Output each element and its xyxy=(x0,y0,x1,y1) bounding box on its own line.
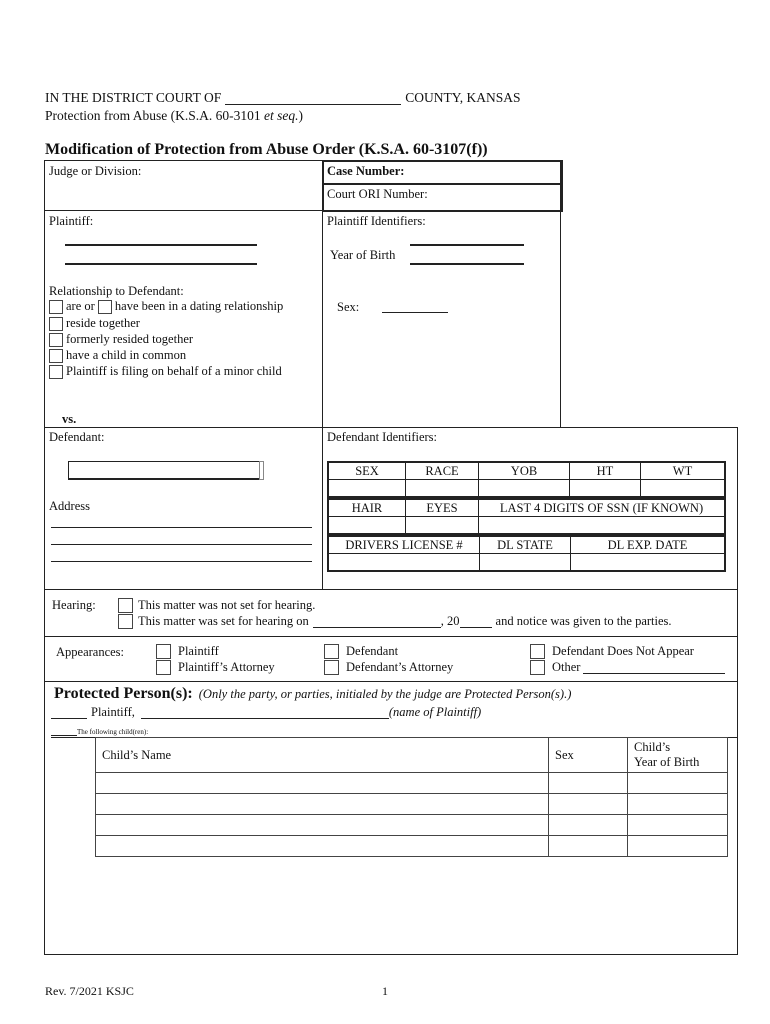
protected-heading-row xyxy=(54,685,571,703)
app-other-field[interactable] xyxy=(583,661,725,674)
hearing-opt1: This matter was not set for hearing. xyxy=(138,598,316,612)
address-line-3[interactable] xyxy=(51,561,312,562)
rel-reside-checkbox[interactable] xyxy=(49,317,63,331)
rel-reside: reside together xyxy=(66,316,140,330)
app-defendant-row xyxy=(324,644,398,659)
app-not-appear: Defendant Does Not Appear xyxy=(552,644,694,658)
judge-label: Judge or Division: xyxy=(49,164,142,178)
hearing-set-checkbox[interactable] xyxy=(118,614,133,629)
defendant-name-field[interactable] xyxy=(68,461,260,480)
year-of-birth-label: Year of Birth xyxy=(330,248,396,262)
hearing-label: Hearing: xyxy=(52,598,96,612)
hearing-opt2-suffix: and notice was given to the parties. xyxy=(495,614,672,628)
year-of-birth-field[interactable] xyxy=(410,263,524,265)
id-cell-ht[interactable] xyxy=(570,480,641,498)
id-cell-dl[interactable] xyxy=(328,554,480,572)
rel-minor-checkbox[interactable] xyxy=(49,365,63,379)
children-label: The following child(ren): xyxy=(77,728,149,736)
hearing-box xyxy=(44,589,738,637)
name-of-plaintiff: (name of Plaintiff) xyxy=(388,705,482,719)
app-defendant-attorney-row xyxy=(324,660,453,675)
child-yob-cell[interactable] xyxy=(628,836,728,857)
plaintiff-identifiers-label: Plaintiff Identifiers: xyxy=(327,214,426,228)
divider xyxy=(44,210,323,211)
rel-row-formerly xyxy=(49,332,193,347)
id-cell-eyes[interactable] xyxy=(406,517,479,535)
id-cell-hair[interactable] xyxy=(328,517,406,535)
plaintiff-name-line-2[interactable] xyxy=(65,263,257,265)
protected-plaintiff: Plaintiff, xyxy=(91,705,135,719)
defendant-identifiers-label: Defendant Identifiers: xyxy=(327,430,438,444)
app-defendant-attorney: Defendant’s Attorney xyxy=(346,660,454,674)
app-plaintiff-attorney-checkbox[interactable] xyxy=(156,660,171,675)
child-name-cell[interactable] xyxy=(96,773,549,794)
hearing-opt1-row xyxy=(118,598,315,613)
id-header-dl-state: DL STATE xyxy=(480,536,571,554)
subtitle xyxy=(45,108,303,124)
rel-are-or: are or xyxy=(66,299,95,313)
hearing-date-field[interactable] xyxy=(313,615,441,628)
sex-label: Sex: xyxy=(337,300,360,314)
plaintiff-name-field[interactable] xyxy=(141,706,389,719)
app-not-appear-row xyxy=(530,644,694,659)
rel-row-child xyxy=(49,348,186,363)
page-title: Modification of Protection from Abuse Order (K.S.A. 60-3107(f)) xyxy=(45,141,488,158)
address-line-2[interactable] xyxy=(51,544,312,545)
col-child-yob xyxy=(628,738,728,773)
vs-label: vs. xyxy=(62,412,77,426)
address-label: Address xyxy=(49,499,90,513)
child-sex-cell[interactable] xyxy=(549,794,628,815)
id-header-dl: DRIVERS LICENSE # xyxy=(328,536,480,554)
defendant-label: Defendant: xyxy=(49,430,105,444)
defendant-id-table-1 xyxy=(327,461,726,498)
app-plaintiff: Plaintiff xyxy=(178,644,219,658)
id-cell-wt[interactable] xyxy=(641,480,726,498)
rel-dating: have been in a dating relationship xyxy=(114,299,284,313)
table-row[interactable] xyxy=(96,794,728,815)
child-sex-cell[interactable] xyxy=(549,773,628,794)
app-not-appear-checkbox[interactable] xyxy=(530,644,545,659)
id-header-wt: WT xyxy=(641,462,726,480)
protected-heading: Protected Person(s): xyxy=(54,685,193,702)
id-cell-ssn[interactable] xyxy=(479,517,726,535)
app-plaintiff-attorney: Plaintiff’s Attorney xyxy=(178,660,275,674)
id-cell-dl-exp[interactable] xyxy=(571,554,726,572)
child-yob-cell[interactable] xyxy=(628,773,728,794)
subtitle-prefix: Protection from Abuse (K.S.A. 60-3101 xyxy=(45,108,261,123)
hearing-year-field[interactable] xyxy=(460,615,492,628)
id-cell-dl-state[interactable] xyxy=(480,554,571,572)
protected-note: (Only the party, or parties, initialed by the judge are Protected Person(s).) xyxy=(198,686,572,701)
court-suffix: COUNTY, KANSAS xyxy=(405,90,521,105)
address-line-1[interactable] xyxy=(51,527,312,528)
child-name-cell[interactable] xyxy=(96,794,549,815)
rel-are-checkbox[interactable] xyxy=(49,300,63,314)
rel-formerly-checkbox[interactable] xyxy=(49,333,63,347)
id-cell-race[interactable] xyxy=(406,480,479,498)
app-other-checkbox[interactable] xyxy=(530,660,545,675)
protected-plaintiff-row xyxy=(51,705,481,720)
revision-label: Rev. 7/2021 KSJC xyxy=(45,984,134,998)
col-child-yob-2: Year of Birth xyxy=(634,755,700,769)
child-yob-cell[interactable] xyxy=(628,794,728,815)
rel-row-dating xyxy=(49,299,283,314)
rel-row-minor xyxy=(49,364,282,379)
subtitle-suffix: ) xyxy=(298,108,303,123)
app-plaintiff-checkbox[interactable] xyxy=(156,644,171,659)
hearing-not-set-checkbox[interactable] xyxy=(118,598,133,613)
rel-minor: Plaintiff is filing on behalf of a minor child xyxy=(66,364,282,378)
id-header-sex: SEX xyxy=(328,462,406,480)
child-name-cell[interactable] xyxy=(96,836,549,857)
rel-child: have a child in common xyxy=(66,348,187,362)
id-header-dl-exp: DL EXP. DATE xyxy=(571,536,726,554)
appearances-box xyxy=(44,636,738,682)
court-ori-label: Court ORI Number: xyxy=(327,187,428,201)
hearing-opt2-prefix: This matter was set for hearing on xyxy=(138,614,309,628)
plaintiff-initial-field[interactable] xyxy=(51,706,87,719)
col-child-name: Child’s Name xyxy=(96,738,549,773)
page-number: 1 xyxy=(382,984,388,998)
app-defendant-checkbox[interactable] xyxy=(324,644,339,659)
child-name-cell[interactable] xyxy=(96,815,549,836)
children-initial-field[interactable] xyxy=(51,729,77,736)
defendant-id-table-3 xyxy=(327,535,726,572)
plaintiff-label: Plaintiff: xyxy=(49,214,94,228)
rel-child-checkbox[interactable] xyxy=(49,349,63,363)
app-other-row xyxy=(530,660,725,675)
case-number-label: Case Number: xyxy=(327,164,405,178)
county-blank[interactable] xyxy=(225,91,401,105)
plaintiff-name-line-1[interactable] xyxy=(65,244,257,246)
id-header-race: RACE xyxy=(406,462,479,480)
rel-dating-checkbox[interactable] xyxy=(98,300,112,314)
appearances-label: Appearances: xyxy=(56,645,125,659)
court-heading xyxy=(45,90,521,106)
hearing-opt2-mid: , 20 xyxy=(440,614,460,628)
table-row[interactable] xyxy=(96,836,728,857)
app-defendant-attorney-checkbox[interactable] xyxy=(324,660,339,675)
plaintiff-sex-field[interactable] xyxy=(382,312,448,313)
id-header-ssn: LAST 4 DIGITS OF SSN (IF KNOWN) xyxy=(479,499,726,517)
yob-line-top xyxy=(410,244,524,246)
id-header-eyes: EYES xyxy=(406,499,479,517)
defendant-id-table-2 xyxy=(327,498,726,535)
child-yob-cell[interactable] xyxy=(628,815,728,836)
app-plaintiff-row xyxy=(156,644,219,659)
relationship-label: Relationship to Defendant: xyxy=(49,284,184,298)
rel-formerly: formerly resided together xyxy=(66,332,194,346)
id-header-hair: HAIR xyxy=(328,499,406,517)
table-row[interactable] xyxy=(96,773,728,794)
id-header-yob: YOB xyxy=(479,462,570,480)
child-sex-cell[interactable] xyxy=(549,815,628,836)
id-cell-yob[interactable] xyxy=(479,480,570,498)
app-other: Other xyxy=(552,660,581,674)
children-label-row xyxy=(51,728,148,736)
court-prefix: IN THE DISTRICT COURT OF xyxy=(45,90,222,105)
col-child-yob-1: Child’s xyxy=(634,740,671,754)
id-header-ht: HT xyxy=(570,462,641,480)
subtitle-italic: et seq. xyxy=(263,108,299,123)
rel-row-reside xyxy=(49,316,140,331)
app-plaintiff-attorney-row xyxy=(156,660,275,675)
app-defendant: Defendant xyxy=(346,644,399,658)
children-table xyxy=(95,737,728,857)
child-sex-cell[interactable] xyxy=(549,836,628,857)
table-row[interactable] xyxy=(96,815,728,836)
id-cell-sex[interactable] xyxy=(328,480,406,498)
hearing-opt2-row xyxy=(118,614,672,629)
name-field-handle xyxy=(259,461,264,480)
col-child-sex: Sex xyxy=(549,738,628,773)
